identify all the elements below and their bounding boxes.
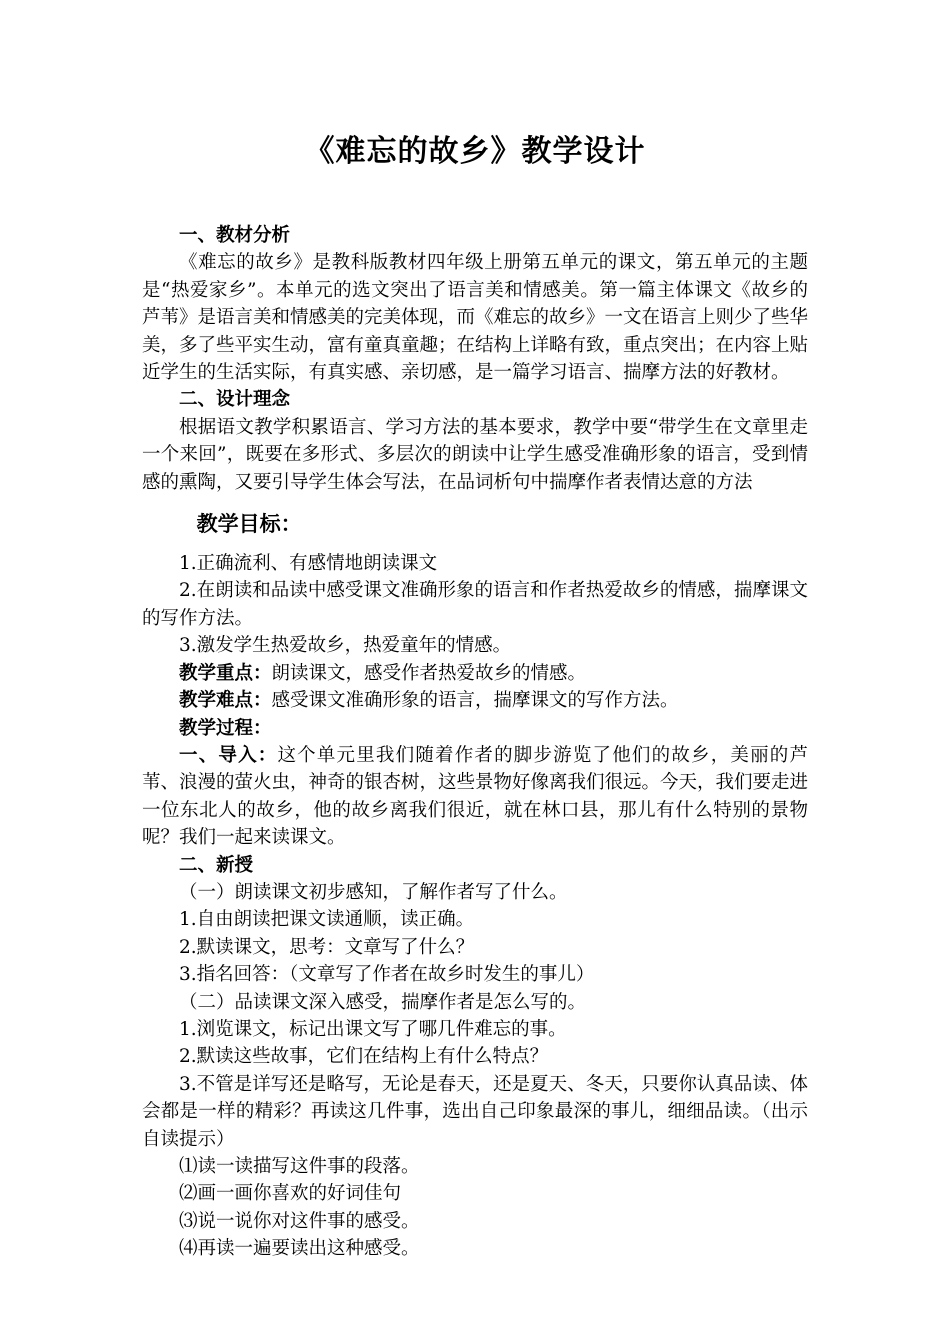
process-line: 2.默读课文，思考：文章写了什么？ [179, 936, 475, 958]
process-line: 2.默读这些故事，它们在结构上有什么特点？ [179, 1046, 549, 1068]
process-line: 1.自由朗读把课文读通顺，读正确。 [179, 909, 475, 931]
new-lesson-heading: 二、新授 [179, 854, 254, 876]
process-line: 3.不管是详写还是略写，无论是春天，还是夏天、冬天，只要你认真品读、体会都是一样的精彩？再读这几件事，选出自己印象最深的事儿，细细品读。（出示自读提示） [142, 1073, 808, 1150]
key-point-label: 教学重点： [179, 662, 272, 684]
document-body [142, 222, 808, 1263]
document-page [142, 0, 808, 1344]
process-line: ⑷再读一遍要读出这种感受。 [179, 1238, 420, 1260]
difficult-point-text: 感受课文准确形象的语言，揣摩课文的写作方法。 [271, 690, 679, 712]
difficult-point-label: 教学难点： [179, 690, 272, 712]
section-text-analysis: 《难忘的故乡》是教科版教材四年级上册第五单元的课文，第五单元的主题是“热爱家乡”。本单元的选文突出了语言美和情感美。第一篇主体课文《故乡的芦苇》是语言美和情感美的完美体现，而《难忘的故乡》一文在语言上则少了些华美，多了些平实生动，富有童真童趣；在结构上详略有致，重点突出；在内容上贴近学生的生活实际，有真实感、亲切感，是一篇学习语言、揣摩方法的好教材。 [142, 252, 809, 384]
process-line: ⑶说一说你对这件事的感受。 [179, 1210, 420, 1232]
process-line: ⑵画一画你喜欢的好词佳句 [179, 1183, 402, 1205]
key-point-text: 朗读课文，感受作者热爱故乡的情感。 [271, 662, 587, 684]
document-title: 《难忘的故乡》教学设计 [304, 134, 646, 169]
process-line: （二）品读课文深入感受，揣摩作者是怎么写的。 [179, 991, 587, 1013]
intro-label: 一、导入： [179, 744, 278, 766]
process-heading: 教学过程： [179, 717, 272, 739]
goal-item: 2.在朗读和品读中感受课文准确形象的语言和作者热爱故乡的情感，揣摩课文的写作方法。 [142, 580, 808, 629]
process-line: （一）朗读课文初步感知，了解作者写了什么。 [179, 881, 568, 903]
process-line: ⑴读一读描写这件事的段落。 [179, 1156, 420, 1177]
section-heading-analysis: 一、教材分析 [179, 225, 291, 246]
goal-item: 3.激发学生热爱故乡，热爱童年的情感。 [179, 635, 512, 657]
difficult-point [142, 687, 808, 714]
intro-text: 这个单元里我们随着作者的脚步游览了他们的故乡，美丽的芦苇、浪漫的萤火虫，神奇的银杏树，这些景物好像离我们很远。今天，我们要走进一位东北人的故乡，他的故乡离我们很近，就在林口县，那儿有什么特别的景物呢？我们一起来读课文。 [142, 744, 809, 849]
section-text-concept: 根据语文教学积累语言、学习方法的基本要求，教学中要“带学生在文章里走一个来回”，既要在多形式、多层次的朗读中让学生感受准确形象的语言，受到情感的熏陶，又要引导学生体会写法，在品词析句中揣摩作者表情达意的方法 [142, 416, 808, 493]
process-line: 1.浏览课文，标记出课文写了哪几件难忘的事。 [179, 1018, 567, 1040]
section-heading-concept: 二、设计理念 [179, 389, 291, 411]
intro-paragraph [142, 742, 808, 852]
process-line: 3.指名回答：（文章写了作者在故乡时发生的事儿） [179, 964, 595, 986]
goals-heading: 教学目标： [196, 511, 302, 537]
goal-item: 1.正确流利、有感情地朗读课文 [179, 553, 438, 575]
key-point [142, 660, 808, 687]
